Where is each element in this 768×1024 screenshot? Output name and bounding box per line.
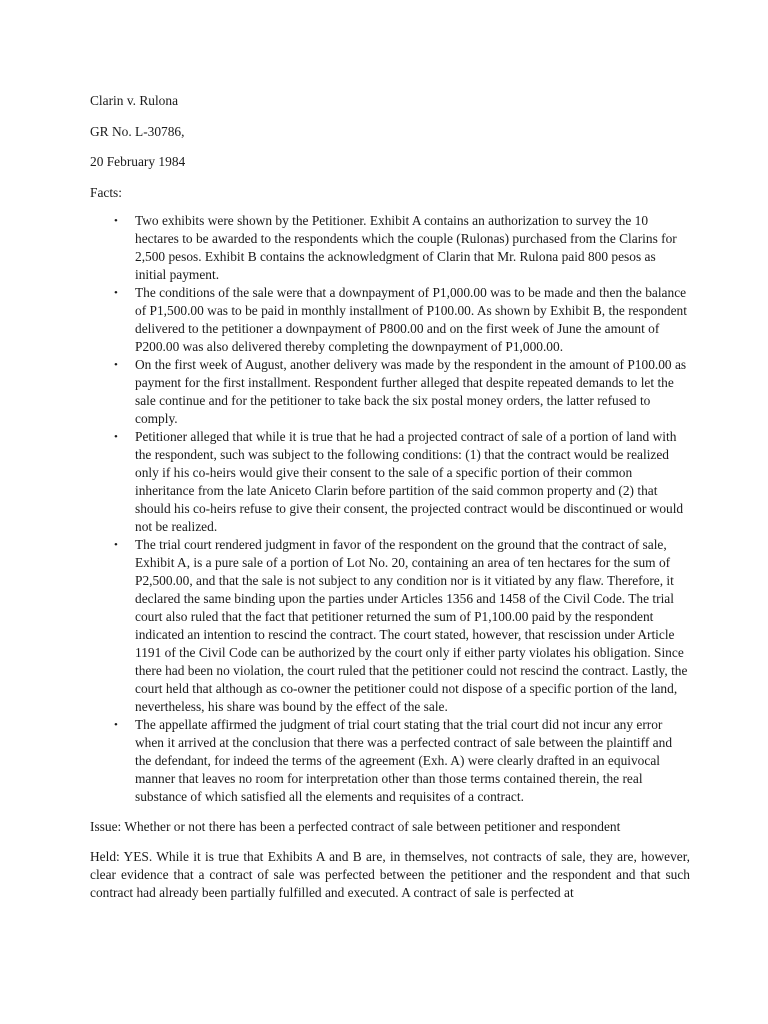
case-date: 20 February 1984 xyxy=(90,154,186,169)
fact-text: Two exhibits were shown by the Petitioner. Exhibit A contains an authorization to survey the 10 hectares to be awarded to the respondents which the couple (Rulonas) purchased from the Clarins for 2,500 pesos. Exhibit B contains the acknowledgment of Clarin that Mr. Rulona paid 800 pesos as initial payment. xyxy=(135,212,677,282)
list-item xyxy=(90,536,690,716)
bullet-icon: • xyxy=(114,718,118,731)
held-paragraph: Held: YES. While it is true that Exhibits A and B are, in themselves, not contracts of sale, they are, however, clear evidence that a contract of sale was perfected between the petitioner and the respondent and that such contract had already been partially fulfilled and executed. A contract of sale is perfected at xyxy=(90,848,690,900)
list-item xyxy=(90,356,690,428)
list-item xyxy=(90,212,690,284)
fact-text: The conditions of the sale were that a downpayment of P1,000.00 was to be made and then the balance of P1,500.00 was to be paid in monthly installment of P100.00. As shown by Exhibit B, the respondent delivered to the petitioner a downpayment of P800.00 and on the first week of June the amount of P200.00 was also delivered thereby completing the downpayment of P1,000.00. xyxy=(135,284,687,354)
bullet-icon: • xyxy=(114,214,118,227)
fact-text: The trial court rendered judgment in favor of the respondent on the ground that the contract of sale, Exhibit A, is a pure sale of a portion of Lot No. 20, containing an area of ten hectares for the sum of P2,500.00, and that the sale is not subject to any condition nor is it vitiated by any flaw. Therefore, it declared the same binding upon the parties under Articles 1356 and 1458 of the Civil Code. The trial court also ruled that the fact that petitioner returned the sum of P1,100.00 paid by the respondent indicated an intention to rescind the contract. The court stated, however, that rescission under Article 1191 of the Civil Code can be authorized by the court only if either party violates his obligation. Since there had been no violation, the court ruled that the petitioner could not rescind the contract. Lastly, the court held that although as co-owner the petitioner could not dispose of a specific portion of the land, nevertheless, his share was bound by the effect of the sale. xyxy=(135,536,688,714)
case-number: GR No. L-30786, xyxy=(90,123,185,139)
list-item xyxy=(90,428,690,536)
document-body xyxy=(90,92,690,902)
list-item xyxy=(90,284,690,356)
fact-text: Petitioner alleged that while it is true that he had a projected contract of sale of a portion of land with the respondent, such was subject to the following conditions: (1) that the contract would be realized only if his co-heirs would give their consent to the sale of a specific portion of their common inheritance from the late Aniceto Clarin before partition of the said common property and (2) that should his co-heirs refuse to give their consent, the projected contract would be discontinued or would not be realized. xyxy=(135,428,684,534)
case-title: Clarin v. Rulona xyxy=(90,93,179,108)
bullet-icon: • xyxy=(114,358,118,371)
bullet-icon: • xyxy=(114,430,118,443)
list-item xyxy=(90,716,690,806)
issue-paragraph: Issue: Whether or not there has been a perfected contract of sale between petitioner and respondent xyxy=(90,818,621,834)
facts-heading: Facts: xyxy=(90,184,122,200)
bullet-icon: • xyxy=(114,538,118,551)
bullet-icon: • xyxy=(114,286,118,299)
fact-text: The appellate affirmed the judgment of trial court stating that the trial court did not incur any error when it arrived at the conclusion that there was a perfected contract of sale between the plaintiff and the defendant, for indeed the terms of the agreement (Exh. A) were clearly drafted in an equivocal manner that leaves no room for interpretation other than those terms contained therein, the real substance of which satisfied all the elements and requisites of a contract. xyxy=(135,716,673,804)
facts-list xyxy=(90,212,690,806)
fact-text: On the first week of August, another delivery was made by the respondent in the amount of P100.00 as payment for the first installment. Respondent further alleged that despite repeated demands to let the sale continue and for the petitioner to take back the six postal money orders, the latter refused to comply. xyxy=(135,356,687,426)
